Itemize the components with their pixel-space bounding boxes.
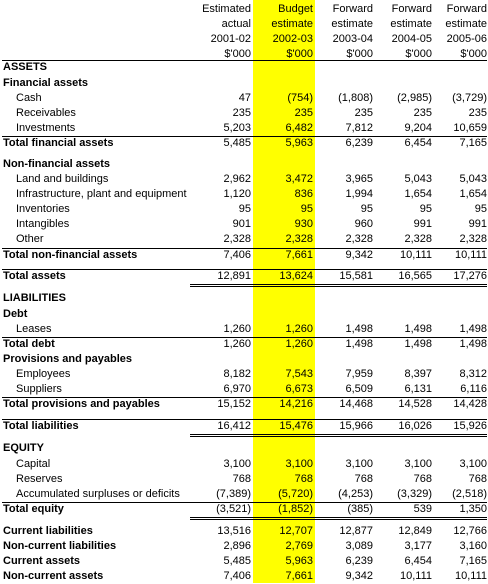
table-cell: 539 <box>413 503 432 515</box>
table-row-total <box>0 136 488 151</box>
table-cell: 2,962 <box>223 173 251 185</box>
table-cell: (3,521) <box>216 503 251 515</box>
table-cell: 235 <box>294 107 313 119</box>
row-label: Cash <box>16 92 42 104</box>
row-label: Current assets <box>3 555 81 567</box>
table-cell: 8,182 <box>223 368 251 380</box>
table-cell: 14,468 <box>339 398 373 410</box>
row-label: Total equity <box>3 503 64 515</box>
table-cell: 95 <box>360 203 373 215</box>
row-label: Reserves <box>16 473 63 485</box>
table-cell: 15,476 <box>279 420 313 432</box>
table-row <box>0 232 488 247</box>
table-row <box>0 121 488 136</box>
table-row <box>0 106 488 121</box>
table-cell: (754) <box>287 92 313 104</box>
table-cell: 17,276 <box>453 270 487 282</box>
column-header-text: $'000 <box>460 48 487 60</box>
table-row <box>0 457 488 472</box>
row-label: Land and buildings <box>16 173 109 185</box>
column-header-text: 2001-02 <box>210 33 251 45</box>
table-row-total <box>0 269 488 284</box>
table-cell: 3,177 <box>404 540 432 552</box>
row-label: Non-current liabilities <box>3 540 117 552</box>
row-label: Current liabilities <box>3 525 93 537</box>
table-cell: 10,111 <box>399 249 432 261</box>
table-cell: 6,970 <box>223 383 251 395</box>
column-header-text: Forward <box>446 3 487 15</box>
table-row <box>0 367 488 382</box>
table-cell: 1,260 <box>285 323 313 335</box>
row-label: Infrastructure, plant and equipment <box>16 188 187 200</box>
row-label: Financial assets <box>3 77 88 89</box>
table-cell: 3,472 <box>285 173 313 185</box>
table-cell: 15,926 <box>453 420 487 432</box>
column-header-text: 2003-04 <box>332 33 373 45</box>
table-cell: 12,891 <box>217 270 251 282</box>
table-cell: 10,111 <box>399 570 432 582</box>
row-label: Total provisions and payables <box>3 398 160 410</box>
column-header-text: $'000 <box>224 48 251 60</box>
table-cell: 6,239 <box>345 555 373 567</box>
table-cell: 13,516 <box>217 525 251 537</box>
table-cell: 930 <box>294 218 313 230</box>
column-header-text: $'000 <box>346 48 373 60</box>
table-cell: 2,896 <box>223 540 251 552</box>
table-cell: 6,454 <box>404 137 432 149</box>
table-row <box>0 487 488 502</box>
table-cell: 3,100 <box>285 458 313 470</box>
double-underline <box>190 517 487 520</box>
table-cell: 8,397 <box>404 368 432 380</box>
table-cell: (385) <box>347 503 373 515</box>
table-cell: 7,661 <box>285 249 313 261</box>
column-header-text: Forward <box>332 3 373 15</box>
table-cell: 235 <box>232 107 251 119</box>
table-cell: 1,260 <box>223 338 251 350</box>
table-cell: 6,509 <box>345 383 373 395</box>
table-cell: 14,216 <box>279 398 313 410</box>
table-cell: (2,518) <box>452 488 487 500</box>
row-label: Total non-financial assets <box>3 249 138 261</box>
table-row-total <box>0 539 488 554</box>
column-header-text: estimate <box>390 18 432 30</box>
table-cell: 95 <box>419 203 432 215</box>
row-divider <box>2 337 487 338</box>
table-cell: 991 <box>413 218 432 230</box>
row-label: Debt <box>3 308 28 320</box>
row-label: Intangibles <box>16 218 70 230</box>
table-cell: 5,963 <box>285 555 313 567</box>
row-divider <box>2 502 487 503</box>
header-line <box>0 47 488 61</box>
table-cell: 235 <box>354 107 373 119</box>
table-row-total <box>0 60 488 75</box>
table-cell: 768 <box>294 473 313 485</box>
table-cell: 7,165 <box>459 137 487 149</box>
table-row-total <box>0 569 488 584</box>
table-row-total <box>0 307 488 322</box>
table-cell: 6,673 <box>285 383 313 395</box>
table-row-total <box>0 524 488 539</box>
table-row-total <box>0 502 488 517</box>
table-cell: 13,624 <box>279 270 313 282</box>
table-cell: 7,165 <box>459 555 487 567</box>
table-cell: (3,329) <box>397 488 432 500</box>
table-cell: 2,328 <box>345 233 373 245</box>
table-cell: 12,849 <box>398 525 432 537</box>
column-header-text: Budget <box>278 3 313 15</box>
table-cell: 47 <box>238 92 251 104</box>
column-header-text: estimate <box>331 18 373 30</box>
table-cell: 1,654 <box>404 188 432 200</box>
table-cell: 2,769 <box>285 540 313 552</box>
table-row-total <box>0 397 488 412</box>
table-cell: 5,043 <box>459 173 487 185</box>
table-row-total <box>0 248 488 263</box>
table-row <box>0 91 488 106</box>
table-cell: 5,203 <box>223 122 251 134</box>
table-cell: 6,454 <box>404 555 432 567</box>
table-cell: 2,328 <box>404 233 432 245</box>
table-cell: 7,543 <box>285 368 313 380</box>
table-row <box>0 322 488 337</box>
table-cell: 12,766 <box>453 525 487 537</box>
table-cell: 1,498 <box>345 323 373 335</box>
table-cell: 1,260 <box>223 323 251 335</box>
table-cell: 991 <box>468 218 487 230</box>
table-cell: 2,328 <box>285 233 313 245</box>
table-cell: 7,661 <box>285 570 313 582</box>
table-cell: 6,131 <box>404 383 432 395</box>
table-cell: 16,565 <box>398 270 432 282</box>
row-divider <box>2 60 487 61</box>
table-cell: 15,152 <box>217 398 251 410</box>
table-cell: (1,808) <box>338 92 373 104</box>
table-cell: 3,100 <box>404 458 432 470</box>
table-cell: 9,204 <box>404 122 432 134</box>
row-label: Suppliers <box>16 383 62 395</box>
table-row <box>0 202 488 217</box>
table-cell: 6,239 <box>345 137 373 149</box>
table-cell: 3,100 <box>345 458 373 470</box>
double-underline <box>190 434 487 437</box>
row-label: Leases <box>16 323 52 335</box>
table-cell: 12,877 <box>339 525 373 537</box>
column-header-text: Estimated <box>202 3 251 15</box>
table-cell: (7,389) <box>216 488 251 500</box>
table-cell: 3,100 <box>459 458 487 470</box>
table-cell: 5,485 <box>223 555 251 567</box>
table-cell: 768 <box>413 473 432 485</box>
table-row-total <box>0 76 488 91</box>
table-cell: 6,116 <box>460 383 487 395</box>
table-row <box>0 472 488 487</box>
table-cell: 1,498 <box>404 323 432 335</box>
table-cell: (3,729) <box>452 92 487 104</box>
row-label: Non-current assets <box>3 570 104 582</box>
row-label: Inventories <box>16 203 70 215</box>
row-label: Receivables <box>16 107 76 119</box>
table-cell: 10,659 <box>453 122 487 134</box>
table-cell: 1,498 <box>459 323 487 335</box>
table-cell: 9,342 <box>345 249 373 261</box>
table-cell: 14,428 <box>453 398 487 410</box>
table-cell: 768 <box>232 473 251 485</box>
table-cell: 1,120 <box>223 188 251 200</box>
row-label: Total assets <box>3 270 66 282</box>
row-label: Total financial assets <box>3 137 114 149</box>
column-header-text: $'000 <box>286 48 313 60</box>
table-cell: 15,966 <box>339 420 373 432</box>
table-cell: 836 <box>294 188 313 200</box>
table-row <box>0 217 488 232</box>
table-cell: 95 <box>300 203 313 215</box>
table-row-total <box>0 291 488 306</box>
table-cell: 768 <box>354 473 373 485</box>
table-cell: 960 <box>354 218 373 230</box>
column-header-text: 2005-06 <box>446 33 487 45</box>
row-divider <box>2 269 487 270</box>
row-divider <box>2 397 487 398</box>
table-cell: 9,342 <box>345 570 373 582</box>
table-cell: 7,406 <box>223 249 251 261</box>
column-header-text: estimate <box>445 18 487 30</box>
row-label: Provisions and payables <box>3 353 132 365</box>
table-cell: 95 <box>238 203 251 215</box>
row-label: Accumulated surpluses or deficits <box>16 488 180 500</box>
table-cell: 5,485 <box>223 137 251 149</box>
column-header-text: 2002-03 <box>272 33 313 45</box>
table-cell: 15,581 <box>339 270 373 282</box>
table-cell: 14,528 <box>398 398 432 410</box>
table-cell: (2,985) <box>397 92 432 104</box>
row-divider <box>2 248 487 249</box>
table-cell: 1,350 <box>459 503 487 515</box>
row-label: Non-financial assets <box>3 158 110 170</box>
table-cell: 3,089 <box>345 540 373 552</box>
row-label: Investments <box>16 122 76 134</box>
table-cell: 768 <box>468 473 487 485</box>
column-header-text: 2004-05 <box>391 33 432 45</box>
table-cell: 1,654 <box>459 188 487 200</box>
column-header-text: estimate <box>271 18 313 30</box>
table-cell: 8,312 <box>459 368 487 380</box>
row-divider <box>2 419 487 420</box>
table-row-total <box>0 419 488 434</box>
table-cell: 3,160 <box>459 540 487 552</box>
table-cell: 1,498 <box>404 338 432 350</box>
table-cell: 1,260 <box>285 338 313 350</box>
table-row-total <box>0 441 488 456</box>
table-row-total <box>0 352 488 367</box>
table-cell: 7,812 <box>345 122 373 134</box>
double-underline <box>190 284 487 287</box>
table-row <box>0 187 488 202</box>
table-cell: (4,253) <box>338 488 373 500</box>
row-label: ASSETS <box>3 61 48 73</box>
table-cell: 6,482 <box>285 122 313 134</box>
table-cell: 16,412 <box>217 420 251 432</box>
column-header-text: $'000 <box>405 48 432 60</box>
table-cell: 3,965 <box>345 173 373 185</box>
row-divider <box>2 136 487 137</box>
table-cell: 5,963 <box>285 137 313 149</box>
table-cell: (5,720) <box>278 488 313 500</box>
table-cell: 10,111 <box>454 249 487 261</box>
column-header-text: Forward <box>391 3 432 15</box>
row-label: Capital <box>16 458 51 470</box>
table-cell: 16,026 <box>398 420 432 432</box>
table-row <box>0 172 488 187</box>
row-label: Total debt <box>3 338 55 350</box>
table-cell: 1,994 <box>345 188 373 200</box>
row-label: LIABILITIES <box>3 292 66 304</box>
table-row <box>0 382 488 397</box>
header-line <box>0 32 488 46</box>
table-cell: 10,111 <box>454 570 487 582</box>
table-cell: 901 <box>232 218 251 230</box>
row-label: Employees <box>16 368 71 380</box>
table-cell: 2,328 <box>223 233 251 245</box>
table-cell: 2,328 <box>459 233 487 245</box>
table-cell: 1,498 <box>345 338 373 350</box>
table-row-total <box>0 157 488 172</box>
table-cell: 95 <box>474 203 487 215</box>
table-cell: 5,043 <box>404 173 432 185</box>
column-header-text: actual <box>221 18 251 30</box>
table-cell: 235 <box>468 107 487 119</box>
row-label: Other <box>16 233 44 245</box>
table-row-total <box>0 554 488 569</box>
table-cell: 235 <box>413 107 432 119</box>
table-cell: 3,100 <box>223 458 251 470</box>
table-cell: 1,498 <box>459 338 487 350</box>
table-row-total <box>0 337 488 352</box>
table-cell: 12,707 <box>279 525 313 537</box>
table-cell: 7,959 <box>345 368 373 380</box>
table-cell: 7,406 <box>223 570 251 582</box>
header-line <box>0 17 488 31</box>
header-line <box>0 2 488 16</box>
row-label: Total liabilities <box>3 420 79 432</box>
table-cell: (1,852) <box>278 503 313 515</box>
row-label: EQUITY <box>3 442 44 454</box>
